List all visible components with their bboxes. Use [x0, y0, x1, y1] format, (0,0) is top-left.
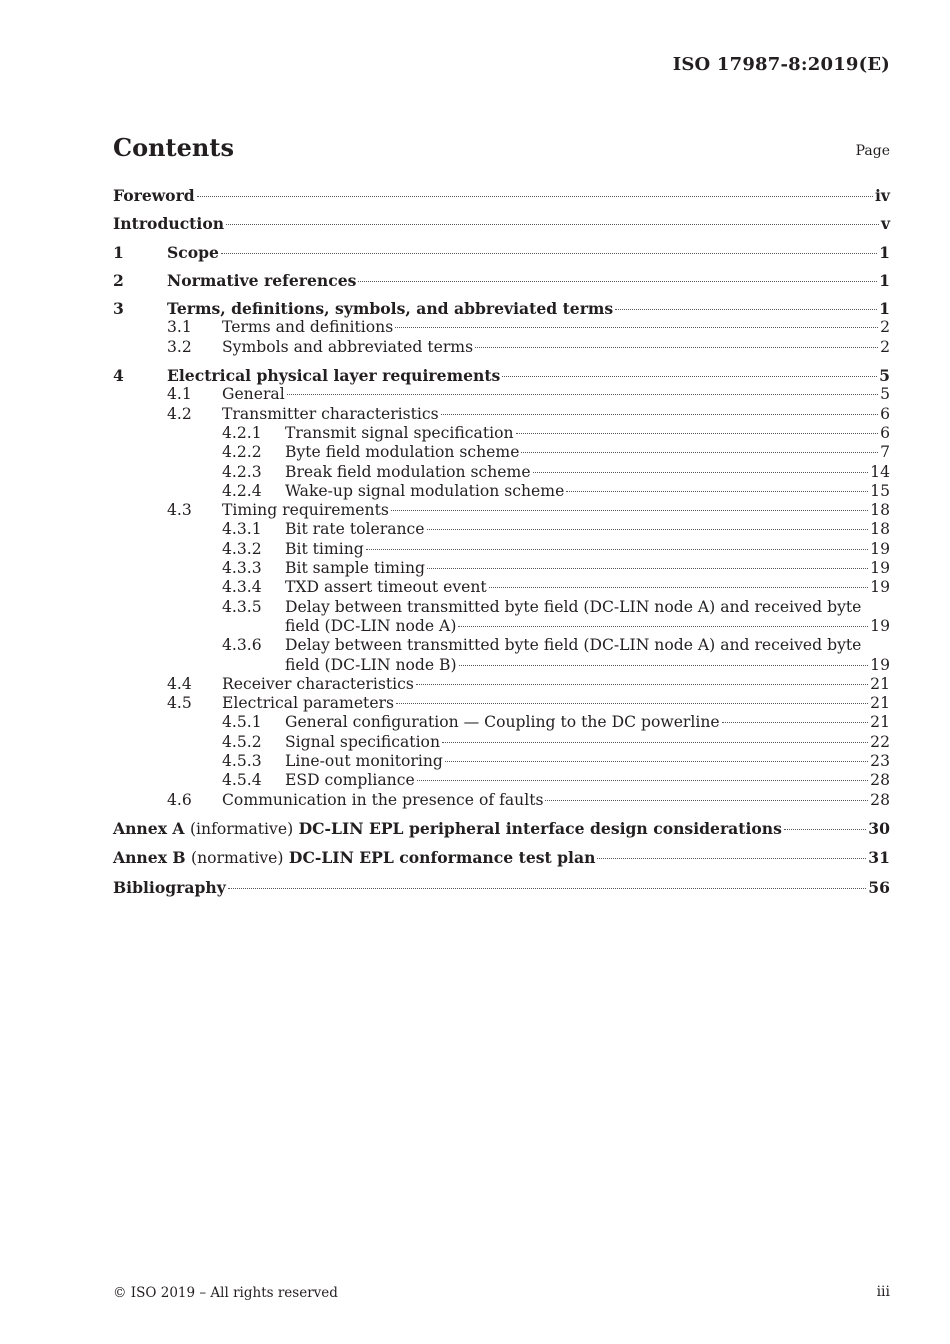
- toc-entry-number: 4.5: [167, 694, 192, 713]
- toc-leader: [221, 253, 877, 254]
- toc-page-number: 1: [879, 299, 890, 319]
- toc-entry-number: 4.2.2: [222, 443, 262, 462]
- toc-entry-text: Byte field modulation scheme: [285, 443, 520, 462]
- toc-entry-text: General configuration — Coupling to the DC powerline: [285, 713, 720, 732]
- toc-page-number: 5: [879, 366, 890, 386]
- toc-page-number: 22: [870, 732, 890, 751]
- toc-leader: [197, 196, 873, 197]
- toc-leader: [516, 433, 879, 434]
- toc-entry-text: ESD compliance: [285, 771, 415, 790]
- toc-leader: [615, 309, 877, 310]
- annex-label: Annex B: [113, 848, 186, 868]
- toc-entry-text: Symbols and abbreviated terms: [222, 337, 474, 356]
- toc-entry-text: Electrical physical layer requirements: [167, 366, 501, 386]
- toc-leader: [442, 742, 868, 743]
- toc-entry-annex-b[interactable]: [113, 848, 890, 868]
- toc-leader: [287, 394, 878, 395]
- toc-entry-text: Line-out monitoring: [285, 752, 443, 771]
- toc-leader: [722, 722, 869, 723]
- toc-page-number: 18: [870, 501, 890, 520]
- toc-page-number: v: [880, 214, 890, 234]
- toc-leader: [417, 780, 868, 781]
- toc-page-number: 18: [870, 520, 890, 539]
- toc-leader: [441, 414, 878, 415]
- toc-entry-number: 4: [113, 366, 124, 386]
- toc-entry-4-5-1[interactable]: [222, 713, 890, 732]
- toc-entry-number: 4.5.1: [222, 713, 262, 732]
- toc-leader: [427, 529, 869, 530]
- toc-page-number: 19: [870, 655, 890, 674]
- toc-entry-introduction[interactable]: [113, 214, 890, 233]
- toc-leader: [533, 472, 869, 473]
- toc-entry-4-5-3[interactable]: [222, 752, 890, 771]
- toc-entry-text: Timing requirements: [222, 501, 389, 520]
- page-column-label: Page: [855, 143, 890, 159]
- toc-entry-text: Normative references: [167, 270, 357, 290]
- toc-entry-4-3-5[interactable]: [222, 598, 890, 637]
- toc-leader: [545, 800, 868, 801]
- toc-leader: [228, 888, 867, 889]
- annex-type: (informative): [189, 819, 294, 838]
- toc-entry-number: 3.1: [167, 318, 192, 337]
- toc-entry-number: 4.3.5: [222, 597, 262, 616]
- toc-entry-number: 4.3: [167, 501, 192, 520]
- toc-page-number: 28: [870, 790, 890, 809]
- toc-page-number: 31: [868, 848, 890, 868]
- table-of-contents: [113, 186, 890, 897]
- toc-entry-text: Bit rate tolerance: [285, 520, 425, 539]
- toc-entry-text-line2: field (DC-LIN node B): [285, 655, 457, 674]
- toc-leader: [358, 281, 877, 282]
- toc-entry-4-2[interactable]: [167, 405, 890, 424]
- toc-entry-bibliography[interactable]: [113, 878, 890, 897]
- toc-entry-number: 4.3.3: [222, 559, 262, 578]
- annex-label: Annex A: [113, 818, 185, 838]
- toc-entry-text: Bit timing: [285, 539, 364, 558]
- toc-entry-2[interactable]: [113, 271, 890, 290]
- toc-entry-text: Terms, definitions, symbols, and abbreviated terms: [167, 299, 614, 319]
- annex-title: DC-LIN EPL conformance test plan: [288, 848, 596, 868]
- toc-entry-number: 4.1: [167, 385, 192, 404]
- toc-page-number: 19: [870, 539, 890, 558]
- toc-entry-number: 1: [113, 242, 124, 262]
- toc-entry-4-3[interactable]: [167, 501, 890, 520]
- toc-entry-text: Transmitter characteristics: [222, 404, 439, 423]
- toc-page-number: 15: [870, 481, 890, 500]
- toc-page-number: 14: [870, 462, 890, 481]
- toc-entry-text: Introduction: [113, 214, 225, 234]
- toc-entry-number: 4.2.1: [222, 423, 262, 442]
- toc-page-number: 2: [880, 337, 890, 356]
- toc-page-number: 19: [870, 578, 890, 597]
- toc-leader: [489, 587, 868, 588]
- toc-leader: [521, 452, 878, 453]
- annex-type: (normative): [191, 849, 284, 868]
- toc-entry-annex-a[interactable]: [113, 819, 890, 839]
- toc-entry-4-2-4[interactable]: [222, 482, 890, 501]
- toc-page-number: 5: [880, 385, 890, 404]
- toc-entry-4-3-2[interactable]: [222, 540, 890, 559]
- toc-entry-number: 4.4: [167, 674, 192, 693]
- toc-entry-4-1[interactable]: [167, 385, 890, 404]
- toc-entry-4-4[interactable]: [167, 675, 890, 694]
- toc-leader: [416, 684, 868, 685]
- toc-page-number: 2: [880, 318, 890, 337]
- toc-entry-text-line1: Delay between transmitted byte field (DC-LIN node A) and received byte: [285, 597, 862, 616]
- toc-leader: [427, 568, 868, 569]
- page-title: Contents: [113, 133, 234, 162]
- toc-entry-4-3-4[interactable]: [222, 578, 890, 597]
- toc-entry-number: 4.3.2: [222, 539, 262, 558]
- toc-page-number: iv: [875, 186, 890, 205]
- toc-entry-4-3-6[interactable]: [222, 636, 890, 675]
- toc-entry-number: 3: [113, 299, 124, 319]
- toc-entry-1[interactable]: [113, 243, 890, 262]
- toc-leader: [445, 761, 868, 762]
- toc-entry-number: 4.5.4: [222, 771, 262, 790]
- toc-entry-text: Electrical parameters: [222, 694, 395, 713]
- toc-leader: [597, 858, 866, 859]
- toc-entry-4[interactable]: [113, 366, 890, 385]
- toc-leader: [396, 703, 868, 704]
- annex-title: DC-LIN EPL peripheral interface design considerations: [298, 818, 782, 838]
- toc-entry-3-1[interactable]: [167, 318, 890, 337]
- toc-leader: [366, 549, 868, 550]
- toc-page-number: 19: [870, 616, 890, 635]
- toc-entry-3[interactable]: [113, 299, 890, 318]
- toc-entry-number: 4.2: [167, 404, 192, 423]
- toc-entry-number: 4.2.3: [222, 462, 262, 481]
- footer-page-number: iii: [876, 1284, 890, 1300]
- toc-leader: [784, 829, 866, 830]
- toc-page-number: 6: [880, 404, 890, 423]
- toc-leader: [391, 510, 868, 511]
- toc-entry-text: General: [222, 385, 285, 404]
- footer-copyright: © ISO 2019 – All rights reserved: [113, 1285, 338, 1301]
- toc-page-number: 1: [879, 242, 890, 262]
- toc-page-number: 23: [870, 752, 890, 771]
- toc-entry-text: Communication in the presence of faults: [222, 790, 544, 809]
- toc-entry-4-6[interactable]: [167, 791, 890, 810]
- toc-entry-text: Terms and definitions: [222, 318, 394, 337]
- toc-entry-3-2[interactable]: [167, 338, 890, 357]
- toc-entry-4-2-3[interactable]: [222, 463, 890, 482]
- toc-entry-foreword[interactable]: [113, 186, 890, 205]
- toc-entry-text: Bibliography: [113, 877, 226, 897]
- toc-entry-text: Signal specification: [285, 732, 440, 751]
- toc-entry-4-3-3[interactable]: [222, 559, 890, 578]
- toc-entry-number: 4.5.3: [222, 752, 262, 771]
- toc-leader: [226, 224, 879, 225]
- toc-entry-number: 2: [113, 270, 124, 290]
- toc-page-number: 21: [870, 713, 890, 732]
- toc-entry-text: Wake-up signal modulation scheme: [285, 481, 565, 500]
- document-id: ISO 17987-8:2019(E): [672, 54, 890, 75]
- toc-entry-number: 4.6: [167, 790, 192, 809]
- toc-entry-text: Scope: [167, 242, 219, 262]
- toc-entry-text: Foreword: [113, 186, 195, 205]
- toc-entry-4-5-4[interactable]: [222, 771, 890, 790]
- toc-page-number: 6: [880, 423, 890, 442]
- toc-entry-number: 4.5.2: [222, 732, 262, 751]
- toc-entry-number: 4.3.1: [222, 520, 262, 539]
- toc-entry-text-line2: field (DC-LIN node A): [285, 616, 457, 635]
- toc-entry-4-5-2[interactable]: [222, 733, 890, 752]
- toc-entry-text-line1: Delay between transmitted byte field (DC-LIN node A) and received byte: [285, 636, 862, 655]
- toc-page-number: 30: [868, 818, 890, 838]
- toc-page-number: 19: [870, 559, 890, 578]
- toc-leader: [395, 327, 878, 328]
- toc-entry-number: 3.2: [167, 337, 192, 356]
- toc-leader: [566, 491, 868, 492]
- toc-page-number: 21: [870, 694, 890, 713]
- toc-entry-4-3-1[interactable]: [222, 520, 890, 539]
- toc-entry-text: Transmit signal specification: [285, 423, 514, 442]
- toc-entry-text: Receiver characteristics: [222, 674, 414, 693]
- toc-entry-4-5[interactable]: [167, 694, 890, 713]
- toc-leader: [475, 347, 878, 348]
- toc-page-number: 21: [870, 674, 890, 693]
- toc-entry-number: 4.2.4: [222, 481, 262, 500]
- toc-entry-4-2-2[interactable]: [222, 443, 890, 462]
- toc-page-number: 28: [870, 771, 890, 790]
- toc-page-number: 1: [879, 270, 890, 290]
- toc-entry-number: 4.3.6: [222, 636, 262, 655]
- toc-entry-text: Bit sample timing: [285, 559, 425, 578]
- toc-entry-text: Break field modulation scheme: [285, 462, 531, 481]
- toc-entry-number: 4.3.4: [222, 578, 262, 597]
- toc-page-number: 7: [880, 443, 890, 462]
- toc-leader: [459, 665, 869, 666]
- toc-leader: [502, 376, 877, 377]
- toc-leader: [458, 626, 868, 627]
- toc-entry-4-2-1[interactable]: [222, 424, 890, 443]
- toc-page-number: 56: [868, 877, 890, 897]
- toc-entry-text: TXD assert timeout event: [285, 578, 487, 597]
